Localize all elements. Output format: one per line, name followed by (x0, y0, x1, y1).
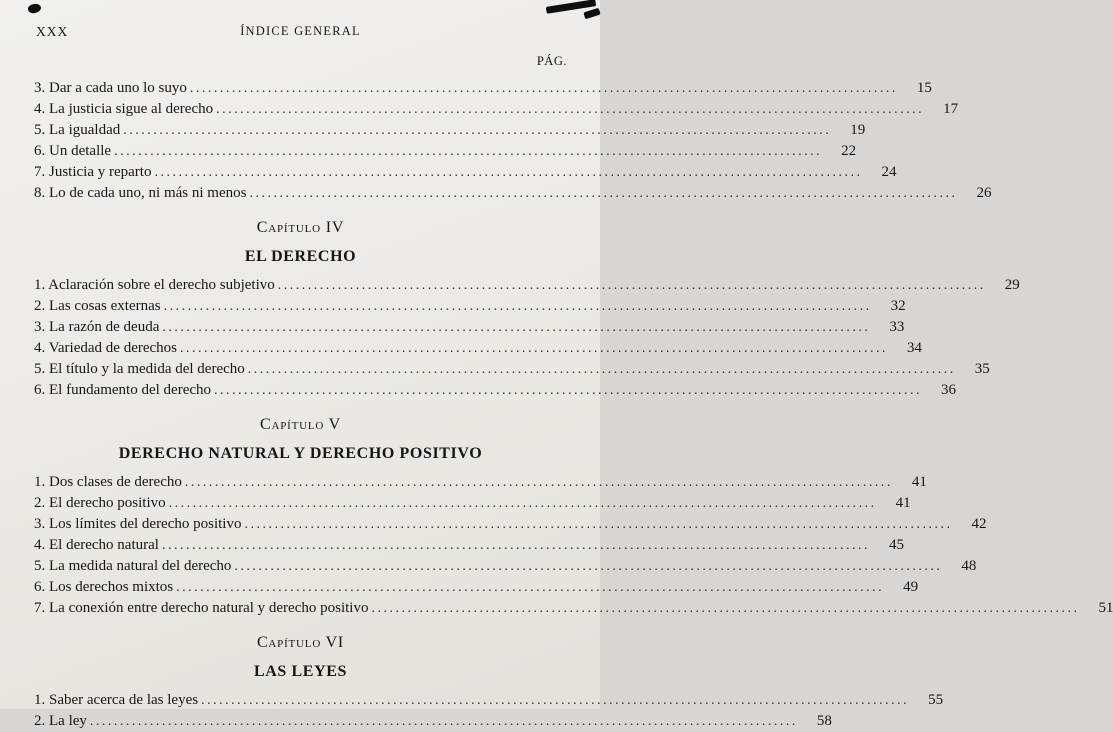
leader-dots (169, 493, 877, 514)
entry-label: 7. La conexión entre derecho natural y derecho positivo (34, 600, 369, 616)
toc-list (34, 690, 944, 732)
leader-dots (90, 711, 798, 732)
entry-label: 7. Justicia y reparto (34, 164, 152, 180)
toc-entry (34, 162, 897, 183)
entry-page: 45 (888, 537, 904, 553)
leader-dots (180, 338, 888, 359)
toc-entry (34, 296, 906, 317)
toc-section (34, 78, 992, 204)
entry-page: 36 (941, 382, 957, 398)
ink-mark-left (27, 3, 42, 15)
toc-entry (34, 472, 927, 493)
toc-entry (34, 380, 957, 401)
toc-entry (34, 120, 866, 141)
toc-entry (34, 556, 977, 577)
entry-label: 5. El título y la medida del derecho (34, 361, 245, 377)
entry-page: 51 (1098, 600, 1113, 616)
entry-page: 33 (889, 319, 905, 335)
chapter-title: LAS LEYES (254, 663, 347, 680)
toc-entry (34, 99, 959, 120)
toc-entry (34, 359, 990, 380)
chapter-title: DERECHO NATURAL Y DERECHO POSITIVO (118, 445, 483, 462)
toc-entry (34, 535, 904, 556)
folio-number: XXX (36, 24, 69, 39)
entry-page: 34 (907, 340, 922, 356)
entry-page: 41 (911, 474, 927, 490)
running-title: ÍNDICE GENERAL (240, 24, 361, 38)
leader-dots (162, 317, 870, 338)
toc-section (34, 416, 1113, 619)
entry-label: 4. Variedad de derechos (34, 340, 177, 356)
entry-page: 55 (928, 692, 944, 708)
leader-dots (162, 535, 870, 556)
leader-dots (244, 514, 952, 535)
entry-label: 6. El fundamento del derecho (34, 382, 212, 398)
entry-label: 2. El derecho positivo (34, 495, 166, 511)
entry-page: 22 (841, 143, 857, 159)
entry-label: 5. La medida natural del derecho (34, 558, 232, 574)
chapter-title: EL DERECHO (244, 248, 357, 265)
toc-list (34, 275, 1020, 401)
entry-label: 3. La razón de deuda (34, 319, 160, 335)
entry-label: 3. Dar a cada uno lo suyo (34, 80, 187, 96)
leader-dots (176, 577, 884, 598)
toc-entry (34, 690, 944, 711)
toc-list (34, 78, 992, 204)
leader-dots (114, 141, 822, 162)
entry-page: 58 (816, 713, 832, 729)
toc-entry (34, 514, 987, 535)
leader-dots (190, 78, 898, 99)
entry-page: 19 (850, 122, 866, 138)
toc-entry (34, 183, 992, 204)
leader-dots (185, 472, 893, 493)
leader-dots (371, 598, 1079, 619)
toc-entry (34, 711, 832, 732)
entry-page: 49 (903, 579, 919, 595)
pag-column-label: PÁG. (536, 54, 567, 68)
entry-page: 35 (974, 361, 990, 377)
toc-entry (34, 78, 932, 99)
entry-label: 1. Dos clases de derecho (34, 474, 182, 490)
toc-entry (34, 493, 911, 514)
chapter-heading: Capítulo IV (256, 219, 345, 236)
entry-label: 6. Los derechos mixtos (34, 579, 174, 595)
entry-label: 2. Las cosas externas (34, 298, 161, 314)
entry-page: 24 (881, 164, 897, 180)
entry-page: 32 (890, 298, 906, 314)
page-header (34, 24, 567, 41)
entry-page: 42 (971, 516, 987, 532)
entry-page: 41 (895, 495, 911, 511)
entry-label: 1. Aclaración sobre el derecho subjetivo (34, 277, 275, 293)
leader-dots (216, 99, 924, 120)
entry-label: 6. Un detalle (34, 143, 112, 159)
toc-entry (34, 338, 922, 359)
entry-page: 29 (1004, 277, 1020, 293)
ink-mark-right-small (583, 8, 600, 20)
toc-entry (34, 577, 919, 598)
toc-entry (34, 275, 1020, 296)
leader-dots (278, 275, 986, 296)
leader-dots (123, 120, 831, 141)
entry-page: 48 (961, 558, 977, 574)
entry-label: 1. Saber acerca de las leyes (34, 692, 199, 708)
leader-dots (214, 380, 922, 401)
leader-dots (154, 162, 862, 183)
leader-dots (249, 183, 957, 204)
toc-section (34, 219, 1020, 401)
toc-entry (34, 317, 905, 338)
leader-dots (248, 359, 956, 380)
leader-dots (234, 556, 942, 577)
entry-label: 4. La justicia sigue al derecho (34, 101, 214, 117)
entry-label: 2. La ley (34, 713, 87, 729)
toc-body (34, 78, 1113, 732)
leader-dots (164, 296, 872, 317)
entry-page: 26 (976, 185, 992, 201)
toc-section (34, 634, 944, 732)
chapter-heading: Capítulo V (260, 416, 341, 433)
entry-page: 17 (943, 101, 959, 117)
leader-dots (201, 690, 909, 711)
entry-label: 5. La igualdad (34, 122, 121, 138)
entry-label: 3. Los límites del derecho positivo (34, 516, 242, 532)
toc-entry (34, 141, 857, 162)
toc-entry (34, 598, 1113, 619)
chapter-heading: Capítulo VI (256, 634, 345, 651)
entry-label: 8. Lo de cada uno, ni más ni menos (34, 185, 247, 201)
entry-label: 4. El derecho natural (34, 537, 159, 553)
entry-page: 15 (916, 80, 932, 96)
toc-list (34, 472, 1113, 619)
